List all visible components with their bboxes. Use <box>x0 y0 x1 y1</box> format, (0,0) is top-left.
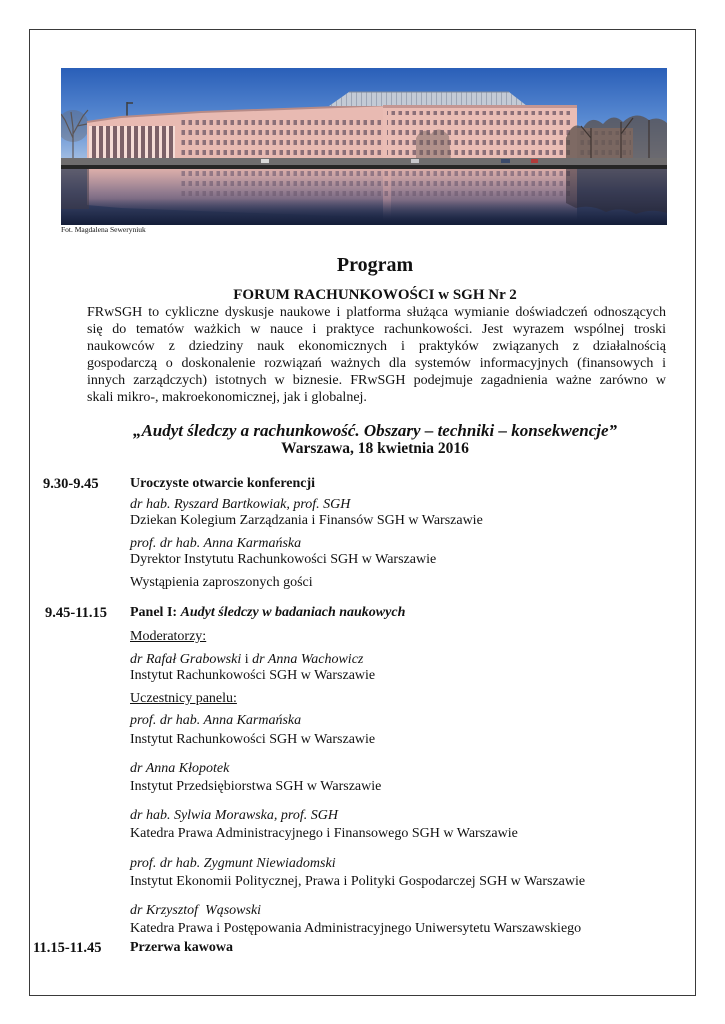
speaker-name: prof. dr hab. Anna Karmańska <box>130 536 302 551</box>
conference-title: „Audyt śledczy a rachunkowość. Obszary – techniki – konsekwencje” <box>132 421 618 440</box>
glass-roof <box>329 92 527 106</box>
opening-title: Uroczyste otwarcie konferencji <box>130 476 316 491</box>
panel-time: 9.45-11.15 <box>45 605 108 621</box>
participant-name: prof. dr hab. Zygmunt Niewiadomski <box>130 856 336 871</box>
speaker-name: dr hab. Ryszard Bartkowiak, prof. SGH <box>130 497 351 512</box>
street <box>61 158 667 169</box>
forum-title: FORUM RACHUNKOWOŚCI w SGH Nr 2 <box>233 287 517 303</box>
intro-line: FRwSGH to cykliczne dyskusje naukowe i platforma służąca wymianie doświadczeń odnoszących <box>87 305 666 320</box>
program-title: Program <box>336 254 414 276</box>
participant-affiliation: Katedra Prawa Administracyjnego i Finansowego SGH w Warszawie <box>130 826 518 841</box>
participant-name: dr Krzysztof Wąsowski <box>130 903 262 918</box>
conference-place-date: Warszawa, 18 kwietnia 2016 <box>281 440 469 457</box>
intro-line: naukowców z dziedziny nauk ekonomicznych i praktyków związanych z działalnością <box>87 339 666 354</box>
moderators-names <box>130 652 363 668</box>
participant-name: prof. dr hab. Anna Karmańska <box>130 713 302 728</box>
guest-speeches: Wystąpienia zaproszonych gości <box>130 575 313 590</box>
moderators-affiliation: Instytut Rachunkowości SGH w Warszawie <box>130 668 376 683</box>
moderator-name: dr Anna Wachowicz <box>252 652 364 667</box>
moderator-name: dr Rafał Grabowski <box>130 652 242 667</box>
participant-affiliation: Katedra Prawa i Postępowania Administracyjnego Uniwersytetu Warszawskiego <box>130 921 582 936</box>
building-photo <box>61 68 667 225</box>
participant-affiliation: Instytut Przedsiębiorstwa SGH w Warszawie <box>130 779 382 794</box>
panel-topic: Audyt śledczy w badaniach naukowych <box>180 605 406 620</box>
participant-name: dr hab. Sylwia Morawska, prof. SGH <box>130 808 338 823</box>
speaker-affiliation: Dziekan Kolegium Zarządzania i Finansów SGH w Warszawie <box>130 513 483 528</box>
break-time: 11.15-11.45 <box>33 940 102 956</box>
intro-line: się do tematów ważkich w nauce i praktyce rachunkowości. Jest wyrazem wspólnej troski <box>87 322 666 337</box>
break-title: Przerwa kawowa <box>130 940 234 955</box>
participant-affiliation: Instytut Rachunkowości SGH w Warszawie <box>130 732 376 747</box>
panel-title <box>130 605 405 621</box>
moderators-heading: Moderatorzy: <box>130 629 207 644</box>
building-right-wing <box>383 105 577 159</box>
intro-line: gospodarczą o doskonalenie rozwiązań ważnych dla systemów informacyjnych (finansowych i <box>87 356 666 371</box>
intro-paragraph <box>87 304 666 406</box>
speaker-affiliation: Dyrektor Instytutu Rachunkowości SGH w Warszawie <box>130 552 437 567</box>
participant-affiliation: Instytut Ekonomii Politycznej, Prawa i Polityki Gospodarczej SGH w Warszawie <box>130 874 586 889</box>
intro-line: skali mikro-, makroekonomicznej, jak i globalnej. <box>87 390 367 405</box>
moderator-joiner: i <box>244 652 249 667</box>
participant-name: dr Anna Kłopotek <box>130 761 230 776</box>
opening-time: 9.30-9.45 <box>43 476 99 492</box>
intro-line: innych zarządczych) istotnych w biznesie. FRwSGH podejmuje zagadnienia ważne zarówno w <box>87 373 666 388</box>
panel-label: Panel I: <box>130 605 178 620</box>
photo-caption: Fot. Magdalena Seweryniuk <box>61 225 146 234</box>
participants-heading: Uczestnicy panelu: <box>130 691 237 706</box>
